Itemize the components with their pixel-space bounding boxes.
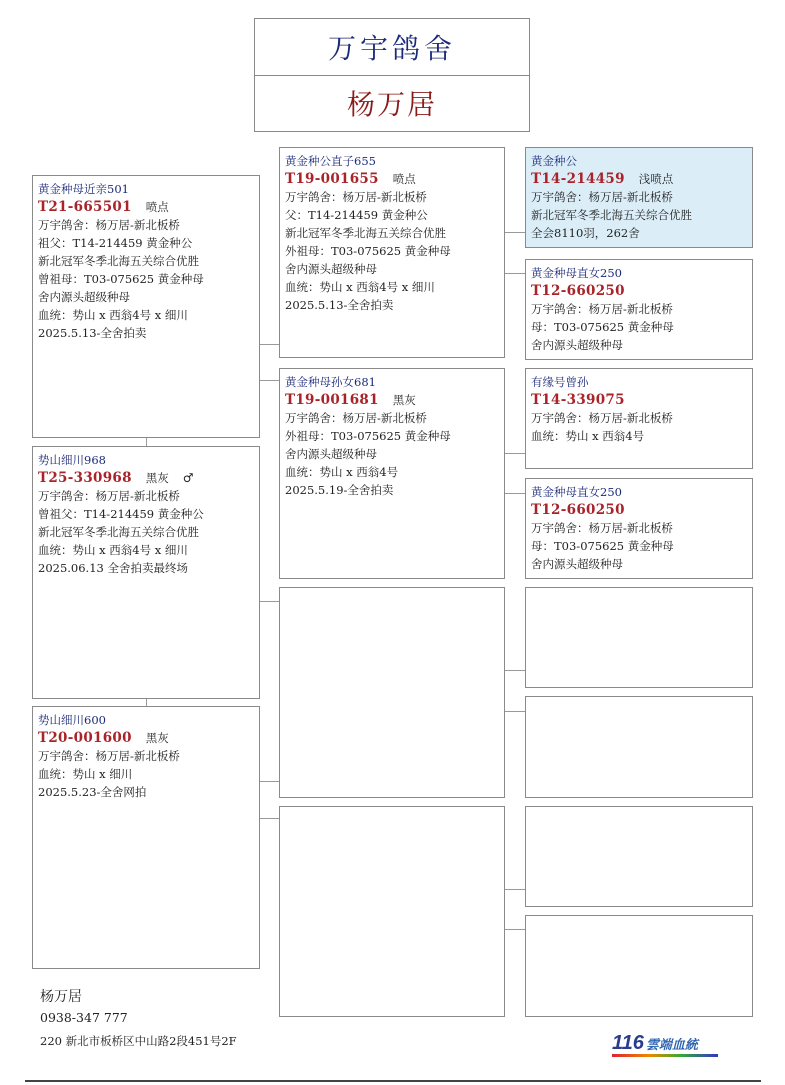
plumage-color: 喷点 — [145, 200, 169, 214]
granddam-card[interactable] — [525, 478, 753, 579]
owner-name: 杨万居 — [346, 88, 437, 121]
grandsire-card[interactable] — [525, 147, 753, 248]
connector — [504, 711, 525, 712]
info-line: 2025.06.13 全舍拍卖最终场 — [38, 561, 188, 575]
pigeon-name: 黄金种母孙女681 — [285, 375, 376, 389]
connector — [504, 232, 525, 233]
info-line: 舍内源头超级种母 — [38, 290, 130, 304]
bottom-divider — [25, 1080, 761, 1082]
info-line: 万宇鸽舍：杨万居-新北板桥 — [38, 489, 180, 503]
cloud-pedigree-logo[interactable] — [612, 1032, 698, 1055]
info-line: 新北冠军冬季北海五关综合优胜 — [285, 226, 446, 240]
info-line: 新北冠军冬季北海五关综合优胜 — [38, 254, 199, 268]
info-line: 祖父：T14-214459 黄金种公 — [38, 236, 193, 250]
connector — [504, 273, 525, 274]
grandsire-card[interactable] — [525, 368, 753, 469]
ring-number: T12-660250 — [531, 283, 625, 299]
pigeon-name: 势山细川600 — [38, 713, 106, 727]
plumage-color: 浅喷点 — [638, 172, 674, 186]
info-line: 血统：势山 x 西翁4号 x 细川 — [285, 280, 435, 294]
info-line: 万宇鸽舍：杨万居-新北板桥 — [531, 411, 673, 425]
info-line: 血统：势山 x 西翁4号 — [531, 429, 645, 443]
logo-number: 116 — [612, 1032, 644, 1054]
ring-number: T19-001681 — [285, 392, 379, 408]
connector — [504, 670, 525, 671]
plumage-color: 黑灰 — [145, 731, 169, 745]
empty-card[interactable] — [279, 587, 505, 798]
info-line: 2025.5.13-全舍拍卖 — [38, 326, 147, 340]
connector — [504, 493, 525, 494]
subject-card[interactable] — [32, 175, 260, 438]
info-line: 父：T14-214459 黄金种公 — [285, 208, 428, 222]
loft-name: 万宇鸽舍 — [255, 19, 529, 76]
info-line: 舍内源头超级种母 — [531, 338, 623, 352]
contact-address: 220 新北市板桥区中山路2段451号2F — [40, 1034, 237, 1048]
info-line: 万宇鸽舍：杨万居-新北板桥 — [38, 218, 180, 232]
info-line: 舍内源头超级种母 — [531, 557, 623, 571]
ring-number: T19-001655 — [285, 171, 379, 187]
connector — [259, 781, 279, 782]
info-line: 万宇鸽舍：杨万居-新北板桥 — [531, 302, 673, 316]
info-line: 万宇鸽舍：杨万居-新北板桥 — [38, 749, 180, 763]
dam-card[interactable] — [279, 368, 505, 579]
info-line: 万宇鸽舍：杨万居-新北板桥 — [285, 411, 427, 425]
info-line: 母：T03-075625 黄金种母 — [531, 539, 674, 553]
info-line: 外祖母：T03-075625 黄金种母 — [285, 429, 451, 443]
ring-number: T21-665501 — [38, 199, 132, 215]
contact-name: 杨万居 — [40, 989, 82, 1005]
pigeon-name: 有缘号曾孙 — [531, 375, 589, 389]
info-line: 曾祖父：T14-214459 黄金种公 — [38, 507, 204, 521]
connector — [259, 818, 279, 819]
ring-number: T25-330968 — [38, 470, 132, 486]
info-line: 万宇鸽舍：杨万居-新北板桥 — [531, 190, 673, 204]
plumage-color: 黑灰 — [145, 471, 169, 485]
sibling-card[interactable] — [32, 706, 260, 969]
connector — [259, 601, 279, 602]
empty-card[interactable] — [525, 696, 753, 798]
contact-phone[interactable]: 0938-347 777 — [40, 1010, 128, 1025]
info-line: 血统：势山 x 西翁4号 x 细川 — [38, 543, 188, 557]
logo-underline — [612, 1054, 718, 1057]
info-line: 血统：势山 x 西翁4号 — [285, 465, 399, 479]
pigeon-name: 黄金种公直子655 — [285, 154, 376, 168]
empty-card[interactable] — [525, 806, 753, 907]
granddam-card[interactable] — [525, 259, 753, 360]
pigeon-name: 势山细川968 — [38, 453, 106, 467]
ring-number: T12-660250 — [531, 502, 625, 518]
info-line: 血统：势山 x 细川 — [38, 767, 133, 781]
empty-card[interactable] — [525, 915, 753, 1017]
pigeon-name: 黄金种母近亲501 — [38, 182, 129, 196]
info-line: 万宇鸽舍：杨万居-新北板桥 — [285, 190, 427, 204]
ring-number: T14-214459 — [531, 171, 625, 187]
info-line: 2025.5.19-全舍拍卖 — [285, 483, 394, 497]
info-line: 2025.5.13-全舍拍卖 — [285, 298, 394, 312]
info-line: 舍内源头超级种母 — [285, 447, 377, 461]
sire-card[interactable] — [279, 147, 505, 358]
logo-text: 雲端血統 — [645, 1037, 698, 1052]
info-line: 舍内源头超级种母 — [285, 262, 377, 276]
pigeon-name: 黄金种公 — [531, 154, 577, 168]
pigeon-name: 黄金种母直女250 — [531, 266, 622, 280]
male-icon: ♂ — [182, 471, 194, 485]
plumage-color: 黑灰 — [392, 393, 416, 407]
info-line: 外祖母：T03-075625 黄金种母 — [285, 244, 451, 258]
sibling-card[interactable] — [32, 446, 260, 699]
connector — [259, 344, 279, 345]
empty-card[interactable] — [279, 806, 505, 1017]
info-line: 万宇鸽舍：杨万居-新北板桥 — [531, 521, 673, 535]
connector — [504, 929, 525, 930]
info-line: 曾祖母：T03-075625 黄金种母 — [38, 272, 204, 286]
pigeon-name: 黄金种母直女250 — [531, 485, 622, 499]
ring-number: T14-339075 — [531, 392, 625, 408]
plumage-color: 喷点 — [392, 172, 416, 186]
connector — [504, 453, 525, 454]
pedigree-title — [254, 18, 530, 132]
info-line: 新北冠军冬季北海五关综合优胜 — [531, 208, 692, 222]
info-line: 全会8110羽，262舍 — [531, 226, 640, 240]
ring-number: T20-001600 — [38, 730, 132, 746]
connector — [504, 889, 525, 890]
connector — [259, 380, 279, 381]
empty-card[interactable] — [525, 587, 753, 688]
info-line: 血统：势山 x 西翁4号 x 细川 — [38, 308, 188, 322]
info-line: 2025.5.23-全舍网拍 — [38, 785, 147, 799]
info-line: 母：T03-075625 黄金种母 — [531, 320, 674, 334]
info-line: 新北冠军冬季北海五关综合优胜 — [38, 525, 199, 539]
